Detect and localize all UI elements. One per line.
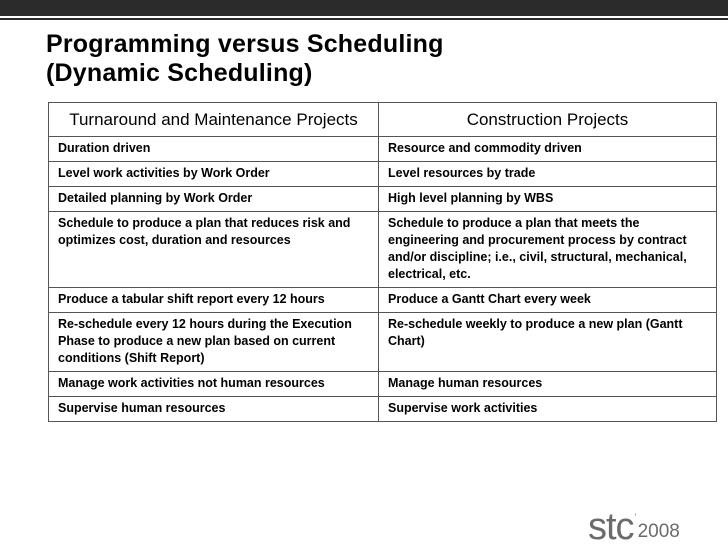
stc-2008-logo bbox=[588, 506, 680, 548]
slide-title-line-2: (Dynamic Scheduling) bbox=[46, 59, 313, 87]
table-cell: High level planning by WBS bbox=[379, 187, 717, 212]
table-row bbox=[49, 162, 717, 187]
table-cell: Supervise work activities bbox=[379, 397, 717, 422]
header-turnaround-maintenance: Turnaround and Maintenance Projects bbox=[49, 103, 379, 137]
table-cell: Schedule to produce a plan that meets the engineering and procurement process by contract and/or discipline; i.e., civil, structural, mechanical, electrical, etc. bbox=[379, 212, 717, 288]
table-row bbox=[49, 288, 717, 313]
table-cell: Duration driven bbox=[49, 137, 379, 162]
table-row bbox=[49, 212, 717, 288]
table-row bbox=[49, 313, 717, 372]
table-cell: Supervise human resources bbox=[49, 397, 379, 422]
table-header-row bbox=[49, 103, 717, 137]
table-cell: Re-schedule weekly to produce a new plan (Gantt Chart) bbox=[379, 313, 717, 372]
header-rule bbox=[0, 18, 728, 20]
table-cell: Detailed planning by Work Order bbox=[49, 187, 379, 212]
header-bar bbox=[0, 0, 728, 16]
logo-text: stc bbox=[588, 506, 634, 548]
logo-year: 2008 bbox=[637, 521, 680, 542]
logo-mark: ’ bbox=[634, 512, 637, 522]
table-row bbox=[49, 137, 717, 162]
table-row bbox=[49, 187, 717, 212]
comparison-table bbox=[48, 102, 717, 422]
table-row bbox=[49, 372, 717, 397]
table-cell: Level resources by trade bbox=[379, 162, 717, 187]
table-cell: Manage human resources bbox=[379, 372, 717, 397]
table-cell: Produce a tabular shift report every 12 hours bbox=[49, 288, 379, 313]
header-construction: Construction Projects bbox=[379, 103, 717, 137]
table-cell: Schedule to produce a plan that reduces risk and optimizes cost, duration and resources bbox=[49, 212, 379, 288]
table-cell: Resource and commodity driven bbox=[379, 137, 717, 162]
table-cell: Produce a Gantt Chart every week bbox=[379, 288, 717, 313]
slide-title-line-1: Programming versus Scheduling bbox=[46, 30, 444, 58]
table-row bbox=[49, 397, 717, 422]
table-cell: Level work activities by Work Order bbox=[49, 162, 379, 187]
table-cell: Manage work activities not human resources bbox=[49, 372, 379, 397]
table-cell: Re-schedule every 12 hours during the Execution Phase to produce a new plan based on current conditions (Shift Report) bbox=[49, 313, 379, 372]
slide-title bbox=[46, 30, 444, 88]
